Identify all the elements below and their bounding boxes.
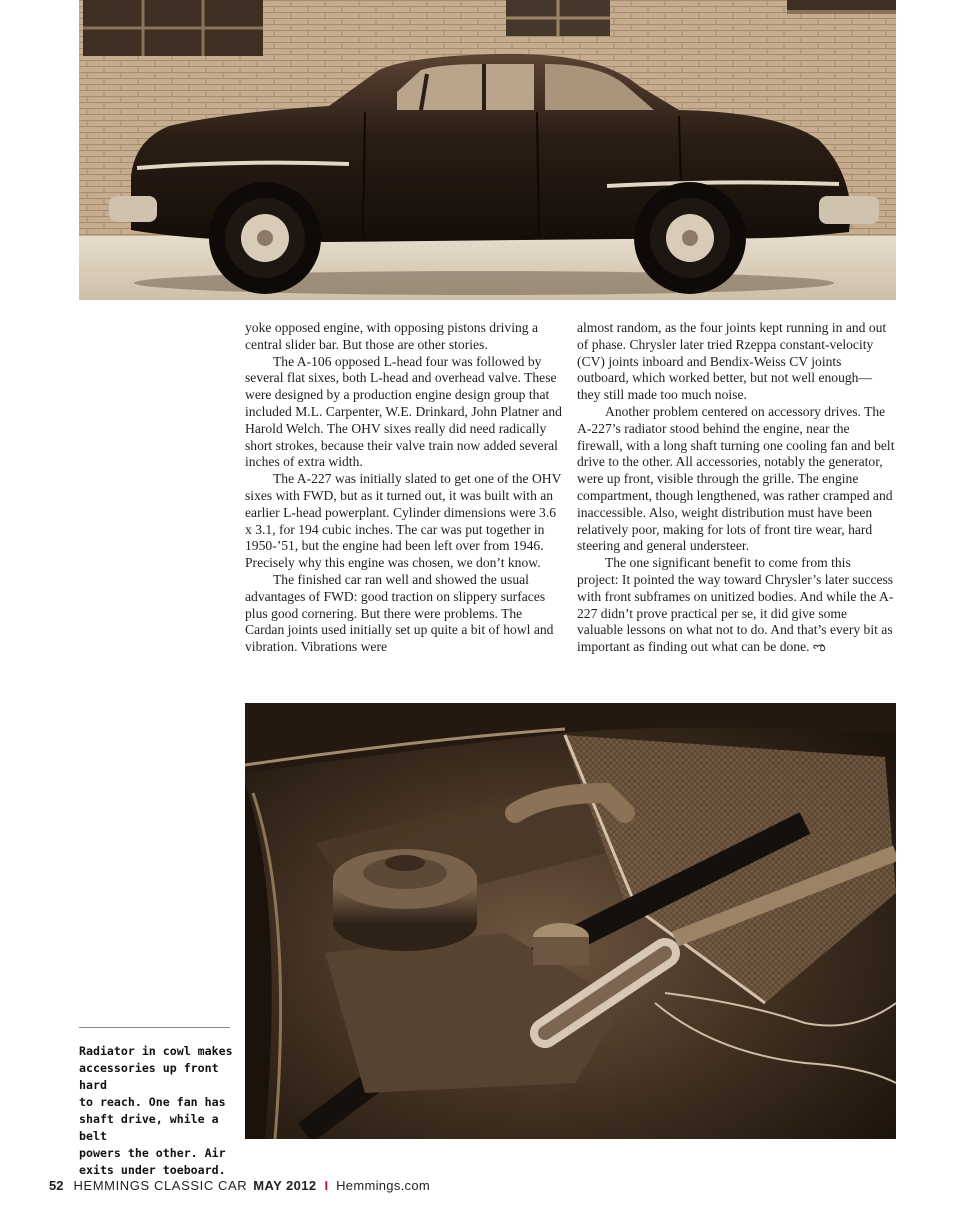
engine-bay-photo bbox=[245, 703, 896, 1139]
article-column-right bbox=[577, 320, 895, 657]
paragraph: Another problem centered on accessory drives. The A-227’s radiator stood behind the engine, near the firewall, with a long shaft turning one cooling fan and belt drive to the other. All accessories, notably the generator, were up front, visible through the grille. The engine compartment, though lengthened, was rather cramped and inaccessible. Also, weight distribution must have been relatively poor, making for lots of front tire wear, hard steering and general understeer. bbox=[577, 403, 895, 554]
caption-line: to reach. One fan has bbox=[79, 1095, 226, 1109]
page-footer bbox=[49, 1177, 430, 1195]
caption-line: powers the other. Air bbox=[79, 1146, 226, 1160]
article-column-left bbox=[245, 320, 563, 656]
caption-line: accessories up front hard bbox=[79, 1061, 219, 1092]
paragraph: yoke opposed engine, with opposing pistons driving a central slider bar. But those are other stories. bbox=[245, 320, 538, 352]
website-link[interactable]: Hemmings.com bbox=[336, 1178, 431, 1194]
photo-caption bbox=[79, 1043, 239, 1179]
caption-divider bbox=[79, 1027, 230, 1028]
engine-bay-illustration bbox=[245, 703, 896, 1139]
end-mark-icon: ಌ bbox=[812, 640, 826, 656]
paragraph: The A-106 opposed L-head four was followed by several flat sixes, both L-head and overhead valve. These were designed by a production engine design group that included M.L. Carpenter, W.E. Drinkard, John Platner and Harold Welch. The OHV sixes really did need radically short strokes, because their valve train now added several inches of extra width. bbox=[245, 353, 562, 470]
page-number: 52 bbox=[49, 1178, 64, 1194]
issue-date: MAY 2012 bbox=[253, 1178, 317, 1194]
paragraph: The finished car ran well and showed the usual advantages of FWD: good traction on slippery surfaces plus good cornering. But there were problems. The Cardan joints used initially set up quite a bit of howl and vibration. Vibrations were bbox=[245, 571, 554, 655]
car-profile-illustration bbox=[79, 0, 896, 300]
caption-line: exits under toeboard. bbox=[79, 1163, 226, 1177]
car-profile-photo bbox=[79, 0, 896, 300]
paragraph: almost random, as the four joints kept running in and out of phase. Chrysler later tried Rzeppa constant-velocity (CV) joints inboard and Bendix-Weiss CV joints outboard, which worked better, but not well enough—they still made too much noise. bbox=[577, 320, 887, 403]
paragraph bbox=[577, 555, 895, 657]
caption-line: Radiator in cowl makes bbox=[79, 1044, 233, 1058]
footer-separator: I bbox=[324, 1178, 329, 1194]
paragraph-text: The one significant benefit to come from this project: It pointed the way toward Chrysler’s later success with front subframes on unitized bodies. And while the A-227 didn’t prove practical per se, it did give some valuable lessons on what not to do. And that’s every bit as important as finding out what can be done. bbox=[577, 555, 894, 655]
paragraph: The A-227 was initially slated to get one of the OHV sixes with FWD, but as it turned out, it was built with an earlier L-head powerplant. Cylinder dimensions were 3.6 x 3.1, for 194 cubic inches. The car was put together in 1950-’51, but the engine had been left over from 1946. Precisely why this engine was chosen, we don’t know. bbox=[245, 471, 562, 571]
caption-line: shaft drive, while a belt bbox=[79, 1112, 219, 1143]
publication-name: HEMMINGS CLASSIC CAR bbox=[73, 1178, 248, 1194]
